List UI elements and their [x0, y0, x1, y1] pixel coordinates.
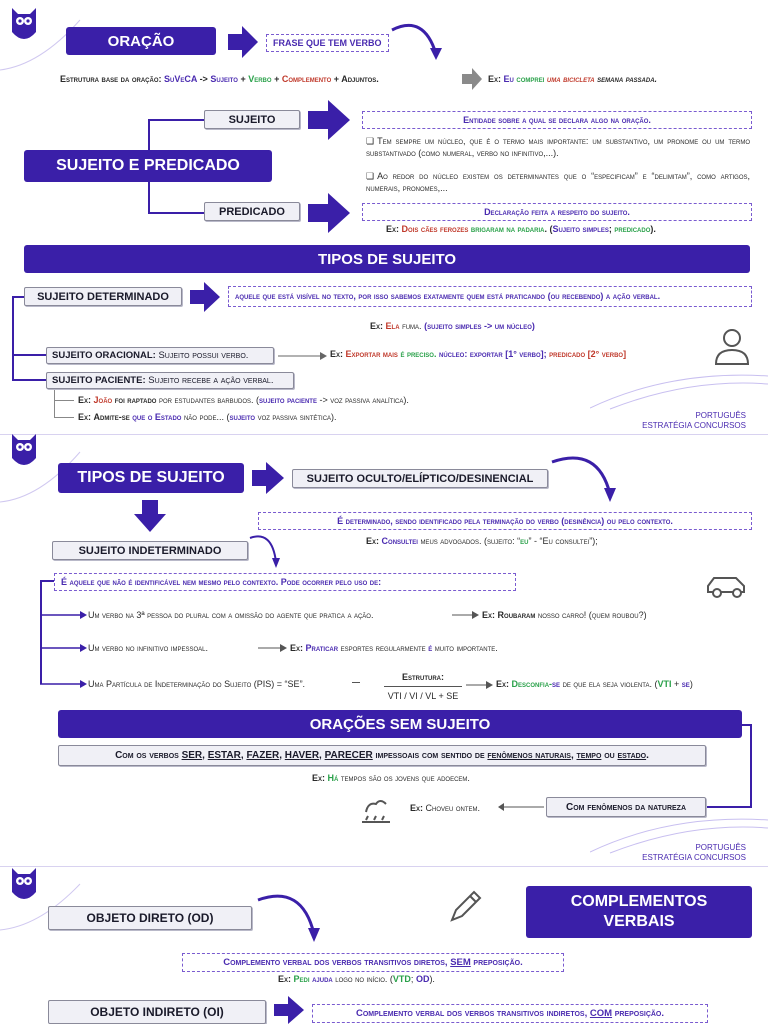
connector-line [148, 119, 204, 121]
oracional-example: Ex: Exportar mais é preciso. núcleo: exportar [1° verbo]; predicado [2° verbo] [330, 349, 627, 359]
sujeito-oculto-label: SUJEITO OCULTO/ELÍPTICO/DESINENCIAL [292, 469, 548, 488]
verbos-impessoais-box: Com os verbos SER, ESTAR, FAZER, HAVER, PARECER impessoais com sentido de fenômenos naturais, tempo ou estado. [58, 745, 706, 766]
decorative-curve [590, 370, 768, 410]
indeterminado-definition: É aquele que não é identificável nem mesmo pelo contexto. Pode ocorrer pelo uso de: [54, 573, 516, 591]
bullet-determinantes: ❏ Ao redor do núcleo existem os determinantes que o “especificam” e “delimitam”, como artigos, numerais, pronomes,... [366, 171, 750, 193]
predicado-example: Ex: Dois cães ferozes brigaram na padaria. (Sujeito simples; predicado). [386, 224, 656, 234]
sujeito-determinado-label: SUJEITO DETERMINADO [24, 287, 182, 306]
estrutura-example: Ex: Eu comprei uma bicicleta semana passada. [488, 74, 658, 84]
sujeito-indeterminado-label: SUJEITO INDETERMINADO [52, 541, 248, 560]
thin-arrow-icon [40, 610, 88, 620]
oculto-definition: É determinado, sendo identificado pela terminação do verbo (desinência) ou pelo contexto. [258, 512, 752, 530]
od-example: Ex: Pedi ajuda logo no início. (VTD; OD). [278, 974, 435, 984]
sujeito-oracional-box: SUJEITO ORACIONAL: Sujeito possui verbo. [46, 347, 274, 364]
oculto-example: Ex: Consultei meus advogados. (sujeito: “eu” - “Eu consultei”); [366, 536, 598, 546]
curved-arrow-icon [548, 450, 622, 504]
down-arrow-icon [132, 500, 168, 534]
objeto-direto-label: OBJETO DIRETO (OD) [48, 906, 252, 930]
connector-line [54, 400, 74, 401]
thin-arrow-icon [452, 610, 480, 620]
od-definition: Complemento verbal dos verbos transitivos diretos, SEM preposição. [182, 953, 564, 972]
page-divider [0, 434, 768, 435]
objeto-indireto-label: OBJETO INDIRETO (OI) [48, 1000, 266, 1024]
indet-example-3: Ex: Desconfia-se de que ela seja violenta. (VTI + se) [496, 679, 693, 689]
right-arrow-icon [306, 100, 352, 140]
connector-line [54, 417, 74, 418]
connector-line [352, 682, 360, 683]
indet-example-1: Ex: Roubaram nosso carro! (quem roubou?) [482, 610, 647, 620]
sem-sujeito-banner: ORAÇÕES SEM SUJEITO [58, 710, 742, 738]
indet-item-1: Um verbo na 3ª pessoa do plural com a omissão do agente que pratica a ação. [88, 610, 374, 620]
sujeito-label: SUJEITO [204, 110, 300, 129]
connector-line [750, 724, 752, 808]
pencil-icon [446, 888, 484, 926]
estrutura-line: Estrutura base da oração: SuVeCA -> Sujeito + Verbo + Complemento + Adjuntos. [60, 74, 379, 84]
thin-arrow-left-icon [498, 802, 544, 812]
right-arrow-icon [188, 282, 222, 312]
pis-structure: Estrutura: VTI / VI / VL + SE [387, 672, 459, 701]
right-arrow-icon [306, 193, 352, 233]
right-arrow-icon [250, 462, 286, 494]
connector-line [12, 379, 46, 381]
connector-line [12, 296, 14, 380]
right-arrow-icon [272, 996, 306, 1024]
tipos-sujeito-banner: TIPOS DE SUJEITO [24, 245, 750, 273]
tipos-sujeito-title-2: TIPOS DE SUJEITO [58, 463, 244, 493]
thin-arrow-icon [466, 680, 494, 690]
haver-example: Ex: Há tempos são os jovens que adoecem. [312, 773, 470, 783]
indet-example-2: Ex: Praticar esportes regularmente é muito importante. [290, 643, 498, 653]
connector-line [742, 724, 752, 726]
complementos-verbais-title: COMPLEMENTOS VERBAIS [526, 886, 752, 938]
person-icon [712, 326, 752, 366]
determinado-definition: aquele que está visível no texto, por isso sabemos exatamente quem está praticando (ou recebendo) a ação verbal. [228, 286, 752, 307]
right-arrow-icon [226, 26, 260, 58]
choveu-example: Ex: Choveu ontem. [410, 803, 481, 813]
oi-definition: Complemento verbal dos verbos transitivos indiretos, COM preposição. [312, 1004, 708, 1023]
thin-arrow-icon [278, 351, 328, 361]
rain-icon [358, 792, 394, 826]
car-icon [704, 572, 750, 600]
indet-item-3: Uma Partícula de Indeterminação do Sujeito (PIS) = “SE”. [88, 679, 306, 689]
connector-line [40, 580, 42, 684]
paciente-example-1: Ex: João foi raptado por estudantes barbudos. (sujeito paciente -> voz passiva analítica). [78, 395, 409, 405]
sujeito-definition: Entidade sobre a qual se declara algo na oração. [362, 111, 752, 129]
indet-item-2: Um verbo no infinitivo impessoal. [88, 643, 209, 653]
paciente-example-2: Ex: Admite-se que o Estado não pode... (sujeito voz passiva sintética). [78, 412, 337, 422]
thin-arrow-icon [40, 679, 88, 689]
oracao-title: ORAÇÃO [66, 27, 216, 55]
fraction-line [384, 686, 462, 687]
brand-footer: PORTUGUÊS ESTRATÉGIA CONCURSOS [642, 411, 746, 430]
sujeito-paciente-box: SUJEITO PACIENTE: Sujeito recebe a ação verbal. [46, 372, 294, 389]
page-divider [0, 866, 768, 867]
connector-line [54, 390, 55, 418]
sujeito-predicado-title: SUJEITO E PREDICADO [24, 150, 272, 182]
thin-arrow-icon [258, 643, 288, 653]
curved-arrow-icon [252, 886, 326, 946]
fenomenos-box: Com fenômenos da natureza [546, 797, 706, 817]
curved-arrow-icon [388, 18, 448, 62]
determinado-example: Ex: Ela fuma. (sujeito simples -> um núcleo) [370, 321, 535, 331]
frase-definition: FRASE QUE TEM VERBO [266, 34, 389, 52]
connector-line [40, 580, 54, 582]
predicado-label: PREDICADO [204, 202, 300, 221]
bullet-nucleo: ❏ Tem sempre um núcleo, que é o termo mais importante: um substantivo, um pronome ou um termo substantivado (como numeral, verbo no infinitivo,...). [366, 136, 750, 158]
connector-line [706, 806, 752, 808]
thin-arrow-icon [40, 643, 88, 653]
gray-arrow-icon [460, 68, 484, 90]
predicado-definition: Declaração feita a respeito do sujeito. [362, 203, 752, 221]
connector-line [12, 354, 46, 356]
brand-footer: PORTUGUÊS ESTRATÉGIA CONCURSOS [642, 843, 746, 862]
curved-arrow-icon [246, 530, 286, 570]
connector-line [148, 212, 204, 214]
